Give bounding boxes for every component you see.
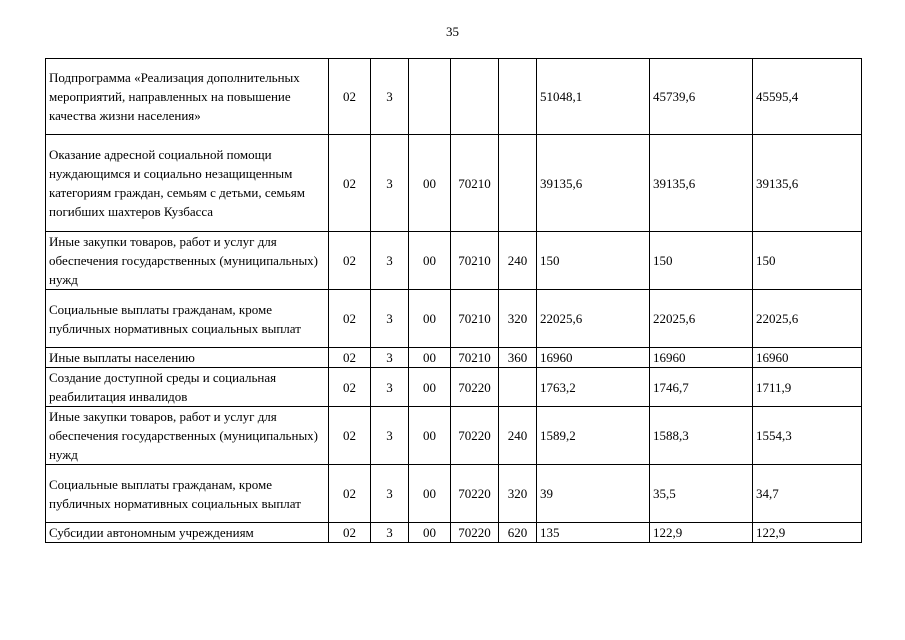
row-name: Подпрограмма «Реализация дополнительных мероприятий, направленных на повышение качества жизни населения» (46, 59, 329, 135)
amount-year-3: 150 (753, 232, 862, 290)
amount-year-2: 22025,6 (650, 290, 753, 348)
code-section: 02 (329, 290, 371, 348)
code-program: 00 (409, 232, 451, 290)
row-name: Субсидии автономным учреждениям (46, 523, 329, 543)
amount-year-3: 122,9 (753, 523, 862, 543)
code-subsection: 3 (371, 135, 409, 232)
code-target: 70220 (451, 407, 499, 465)
amount-year-2: 45739,6 (650, 59, 753, 135)
table-row (46, 348, 862, 368)
row-name: Иные выплаты населению (46, 348, 329, 368)
code-subsection: 3 (371, 348, 409, 368)
amount-year-2: 16960 (650, 348, 753, 368)
code-subsection: 3 (371, 59, 409, 135)
amount-year-3: 16960 (753, 348, 862, 368)
code-expense-type (499, 368, 537, 407)
code-target: 70210 (451, 290, 499, 348)
amount-year-2: 39135,6 (650, 135, 753, 232)
code-section: 02 (329, 523, 371, 543)
code-section: 02 (329, 348, 371, 368)
row-name: Социальные выплаты гражданам, кроме публичных нормативных социальных выплат (46, 290, 329, 348)
code-program: 00 (409, 407, 451, 465)
amount-year-2: 1746,7 (650, 368, 753, 407)
budget-table (45, 58, 862, 543)
code-target: 70220 (451, 368, 499, 407)
code-subsection: 3 (371, 465, 409, 523)
table-row (46, 465, 862, 523)
code-subsection: 3 (371, 290, 409, 348)
amount-year-1: 39 (537, 465, 650, 523)
code-section: 02 (329, 465, 371, 523)
code-program: 00 (409, 368, 451, 407)
table-row (46, 523, 862, 543)
code-program: 00 (409, 290, 451, 348)
code-target: 70210 (451, 135, 499, 232)
code-expense-type: 240 (499, 407, 537, 465)
amount-year-1: 22025,6 (537, 290, 650, 348)
code-section: 02 (329, 232, 371, 290)
table-row (46, 232, 862, 290)
table-row (46, 290, 862, 348)
table-row (46, 368, 862, 407)
table-row (46, 135, 862, 232)
amount-year-1: 135 (537, 523, 650, 543)
code-expense-type: 320 (499, 465, 537, 523)
row-name: Создание доступной среды и социальная реабилитация инвалидов (46, 368, 329, 407)
code-target: 70210 (451, 232, 499, 290)
amount-year-3: 1711,9 (753, 368, 862, 407)
amount-year-3: 39135,6 (753, 135, 862, 232)
code-section: 02 (329, 135, 371, 232)
amount-year-1: 1763,2 (537, 368, 650, 407)
row-name: Социальные выплаты гражданам, кроме публичных нормативных социальных выплат (46, 465, 329, 523)
code-target: 70220 (451, 523, 499, 543)
code-program (409, 59, 451, 135)
amount-year-1: 16960 (537, 348, 650, 368)
table-row (46, 407, 862, 465)
code-expense-type (499, 135, 537, 232)
amount-year-1: 150 (537, 232, 650, 290)
amount-year-1: 1589,2 (537, 407, 650, 465)
code-program: 00 (409, 523, 451, 543)
code-subsection: 3 (371, 407, 409, 465)
code-program: 00 (409, 135, 451, 232)
amount-year-3: 22025,6 (753, 290, 862, 348)
code-program: 00 (409, 348, 451, 368)
code-subsection: 3 (371, 368, 409, 407)
amount-year-1: 51048,1 (537, 59, 650, 135)
amount-year-2: 122,9 (650, 523, 753, 543)
amount-year-3: 1554,3 (753, 407, 862, 465)
amount-year-3: 45595,4 (753, 59, 862, 135)
code-expense-type: 240 (499, 232, 537, 290)
amount-year-2: 150 (650, 232, 753, 290)
code-expense-type: 360 (499, 348, 537, 368)
row-name: Оказание адресной социальной помощи нуждающимся и социально незащищенным категориям граждан, семьям с детьми, семьям погибших шахтеров Кузбасса (46, 135, 329, 232)
code-expense-type (499, 59, 537, 135)
code-subsection: 3 (371, 523, 409, 543)
code-section: 02 (329, 407, 371, 465)
code-section: 02 (329, 59, 371, 135)
code-target: 70220 (451, 465, 499, 523)
code-target (451, 59, 499, 135)
code-target: 70210 (451, 348, 499, 368)
amount-year-3: 34,7 (753, 465, 862, 523)
row-name: Иные закупки товаров, работ и услуг для обеспечения государственных (муниципальных) нужд (46, 232, 329, 290)
table-row (46, 59, 862, 135)
page-number: 35 (446, 24, 459, 39)
code-subsection: 3 (371, 232, 409, 290)
code-section: 02 (329, 368, 371, 407)
code-program: 00 (409, 465, 451, 523)
code-expense-type: 320 (499, 290, 537, 348)
code-expense-type: 620 (499, 523, 537, 543)
amount-year-2: 35,5 (650, 465, 753, 523)
amount-year-2: 1588,3 (650, 407, 753, 465)
amount-year-1: 39135,6 (537, 135, 650, 232)
row-name: Иные закупки товаров, работ и услуг для обеспечения государственных (муниципальных) нужд (46, 407, 329, 465)
